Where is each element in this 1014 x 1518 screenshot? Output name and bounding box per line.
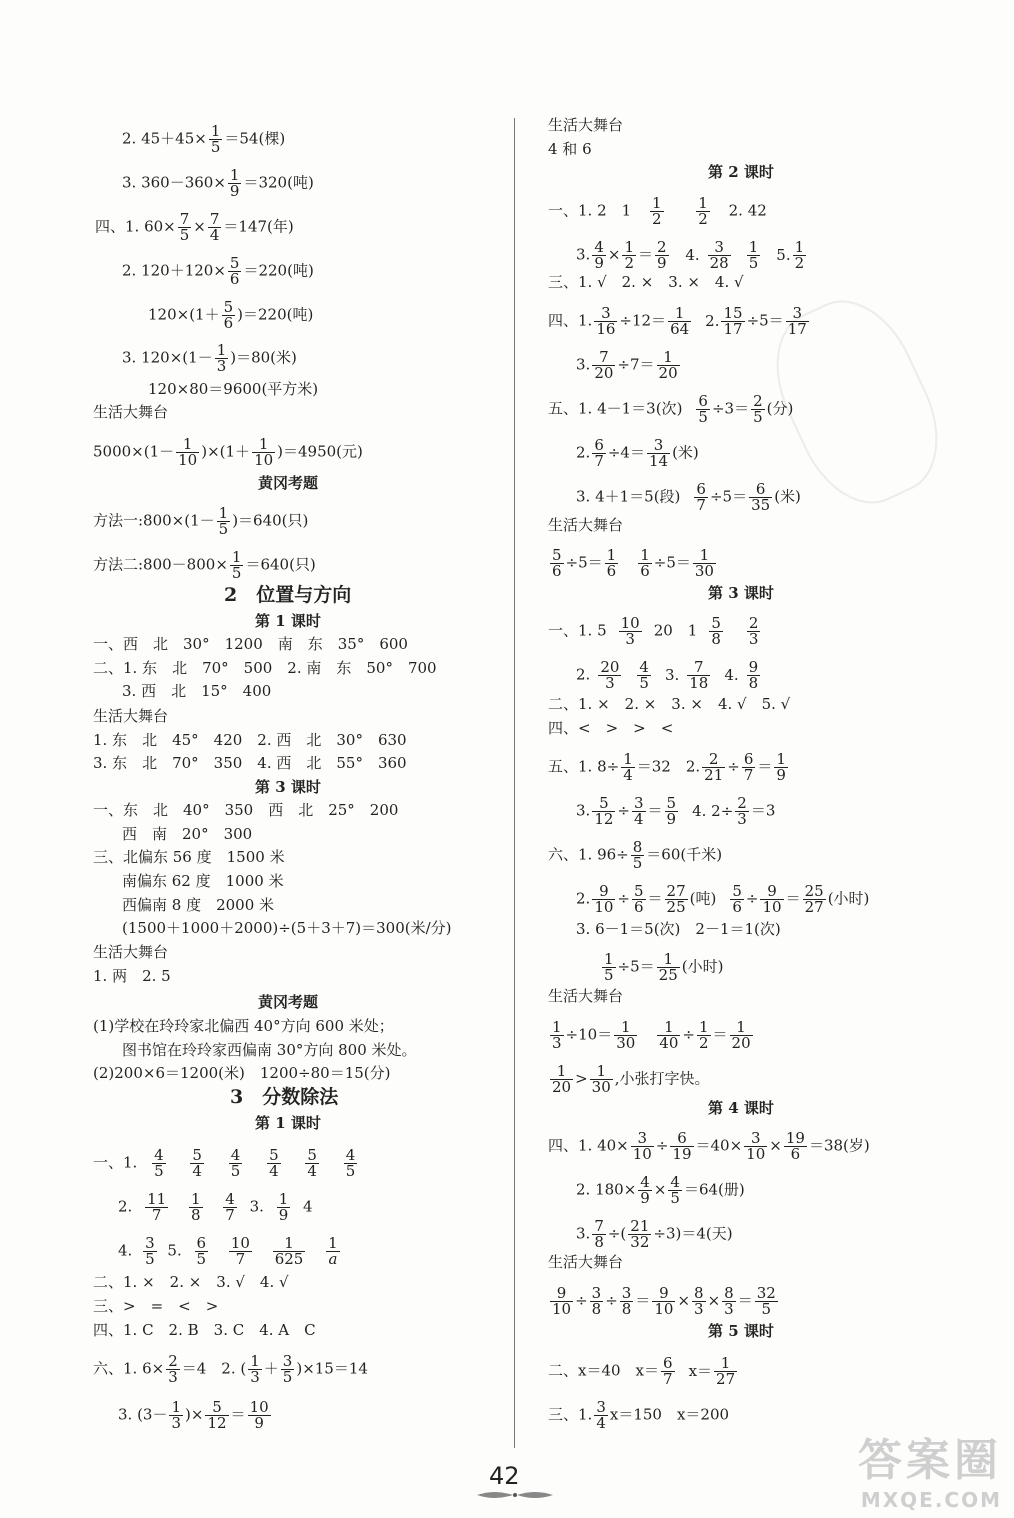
answer-line: 方法二:800－800× $\frac{1}{5}$ ＝640(只): [93, 548, 316, 582]
watermark: [858, 1424, 1002, 1512]
section-heading: 黄冈考题: [258, 993, 319, 1011]
answer-line: 三、1. √ 2. × 3. × 4. √: [548, 273, 744, 291]
answer-line: 3. $\frac{4}{9}$ × $\frac{1}{2}$ ＝ $\frac{2}{9}$ 4. $\frac{3}{28}$ $\frac{1}{5}$ 5. $\frac{1}{2}$: [576, 238, 805, 272]
answer-line: 2. 120＋120× $\frac{5}{6}$ ＝220(吨): [122, 254, 314, 288]
lesson-heading: 第 3 课时: [255, 778, 321, 796]
section-label: 生活大舞台: [548, 987, 624, 1005]
answer-line: $\frac{9}{10}$ ÷ $\frac{3}{8}$ ÷ $\frac{3}{8}$ ＝ $\frac{9}{10}$ × $\frac{8}{3}$ × $\frac{8}{3}$ ＝ $\frac{32}{5}$: [552, 1284, 776, 1318]
section-heading: 黄冈考题: [258, 474, 319, 492]
answer-line: 二、1. × 2. × 3. × 4. √ 5. √: [548, 695, 791, 713]
answer-line: 五、1. 4－1＝3(次) $\frac{6}{5}$ ÷3＝ $\frac{2}{5}$ (分): [548, 392, 794, 426]
answer-line: 3. (3－ $\frac{1}{3}$ )× $\frac{5}{12}$ ＝ $\frac{10}{9}$: [118, 1398, 269, 1432]
answer-line: 3. 4＋1＝5(段) $\frac{6}{7}$ ÷5＝ $\frac{6}{35}$ (米): [576, 480, 801, 514]
section-label: 生活大舞台: [548, 1253, 624, 1271]
answer-line: 六、1. 6× $\frac{2}{3}$ ＝4 2. ( $\frac{1}{3}$ ＋ $\frac{3}{5}$ )×15＝14: [93, 1352, 368, 1386]
lesson-heading: 第 1 课时: [255, 612, 321, 630]
answer-line: 一、1. 5 $\frac{10}{3}$ 20 1 $\frac{5}{8}$ $\frac{2}{3}$: [548, 614, 759, 648]
answer-line: 2. 45＋45× $\frac{1}{5}$ ＝54(棵): [122, 122, 286, 156]
answer-line: 图书馆在玲玲家西偏南 30°方向 800 米处。: [122, 1041, 417, 1059]
answer-line: 1. 东 北 45° 420 2. 西 北 30° 630: [93, 731, 407, 749]
answer-line: 二、x＝40 x＝ $\frac{6}{7}$ x＝ $\frac{1}{27}$: [548, 1354, 736, 1388]
answer-line: 3. 西 北 15° 400: [122, 682, 272, 700]
answer-line: 四、< > > <: [548, 719, 674, 737]
lesson-heading: 第 2 课时: [708, 163, 774, 181]
answer-line: 3. 360－360× $\frac{1}{9}$ ＝320(吨): [122, 166, 314, 200]
watermark-logo: 答案圈: [858, 1435, 1002, 1486]
page-number: 42: [489, 1462, 520, 1490]
answer-line: (1)学校在玲玲家北偏西 40°方向 600 米处；: [93, 1017, 394, 1035]
answer-line: 三、北偏东 56 度 1500 米: [93, 848, 285, 866]
answer-line: 一、西 北 30° 1200 南 东 35° 600: [93, 635, 408, 653]
answer-line: $\frac{1}{5}$ ÷5＝ $\frac{1}{25}$ (小时): [604, 950, 724, 984]
chapter-heading: 3 分数除法: [230, 1086, 339, 1108]
answer-line: $\frac{5}{6}$ ÷5＝ $\frac{1}{6}$ $\frac{1}{6}$ ÷5＝ $\frac{1}{30}$: [552, 546, 714, 580]
column-divider: [514, 118, 515, 1448]
answer-line: 方法一:800×(1－ $\frac{1}{5}$ )＝640(只): [93, 504, 309, 538]
answer-line: 六、1. 96÷ $\frac{8}{5}$ ＝60(千米): [548, 838, 723, 872]
answer-line: 5000×(1－ $\frac{1}{10}$ )×(1＋ $\frac{1}{10}$ )＝4950(元): [93, 435, 363, 469]
answer-line: 五、1. 8÷ $\frac{1}{4}$ ＝32 2. $\frac{2}{21}$ ÷ $\frac{6}{7}$ ＝ $\frac{1}{9}$: [548, 750, 786, 784]
answer-line: 二、1. × 2. × 3. √ 4. √: [93, 1273, 289, 1291]
answer-line: 2. 180× $\frac{4}{9}$ × $\frac{4}{5}$ ＝64(册): [576, 1173, 745, 1207]
answer-line: (1500＋1000＋2000)÷(5＋3＋7)＝300(米/分): [122, 919, 452, 937]
section-label: 生活大舞台: [548, 516, 624, 534]
section-label: 生活大舞台: [93, 707, 169, 725]
page-ornament-icon: [475, 1489, 555, 1501]
answer-line: 三、> = < >: [93, 1297, 219, 1315]
lesson-heading: 第 3 课时: [708, 584, 774, 602]
answer-line: $\frac{1}{20}$ > $\frac{1}{30}$ ,小张打字快。: [552, 1062, 710, 1096]
answer-line: 3. $\frac{7}{8}$ ÷( $\frac{21}{32}$ ÷3)＝4(天): [576, 1217, 733, 1251]
answer-line: 南偏东 62 度 1000 米: [122, 872, 284, 890]
section-label: 生活大舞台: [93, 403, 169, 421]
answer-line: 1. 两 2. 5: [93, 967, 171, 985]
answer-line: 三、1. $\frac{3}{4}$ x＝150 x＝200: [548, 1398, 730, 1432]
section-label: 生活大舞台: [548, 116, 624, 134]
answer-line: 西偏南 8 度 2000 米: [122, 896, 275, 914]
answer-line: 120×80＝9600(平方米): [148, 380, 319, 398]
answer-line: 4 和 6: [548, 140, 592, 158]
answer-line: 4. $\frac{3}{5}$ 5. $\frac{6}{5}$ $\frac{10}{7}$ $\frac{1}{625}$ $\frac{1}{a}$: [118, 1234, 338, 1268]
answer-line: 3. $\frac{7}{20}$ ÷7＝ $\frac{1}{20}$: [576, 348, 678, 382]
answer-line: 四、1. C 2. B 3. C 4. A C: [93, 1321, 316, 1339]
answer-line: 四、1. 40× $\frac{3}{10}$ ÷ $\frac{6}{19}$ ＝40× $\frac{3}{10}$ × $\frac{19}{6}$ ＝38(岁): [548, 1129, 870, 1163]
watermark-domain: MXQE.COM: [860, 1488, 1002, 1512]
answer-line: 3. 6－1＝5(次) 2－1＝1(次): [576, 920, 781, 938]
answer-line: 四、1. 60× $\frac{7}{5}$ × $\frac{7}{4}$ ＝147(年): [95, 210, 294, 244]
lesson-heading: 第 1 课时: [255, 1114, 321, 1132]
answer-line: 120×(1＋ $\frac{5}{6}$ )＝220(吨): [148, 298, 314, 332]
answer-line: (2)200×6＝1200(米) 1200÷80＝15(分): [93, 1064, 391, 1082]
lesson-heading: 第 4 课时: [708, 1099, 774, 1117]
answer-line: 一、1. 2 1 $\frac{1}{2}$ $\frac{1}{2}$ 2. 42: [548, 194, 767, 228]
answer-line: 2. $\frac{6}{7}$ ÷4＝ $\frac{3}{14}$ (米): [576, 436, 699, 470]
answer-line: 2. $\frac{20}{3}$ $\frac{4}{5}$ 3. $\frac{7}{18}$ 4. $\frac{9}{8}$: [576, 658, 759, 692]
answer-line: 二、1. 东 北 70° 500 2. 南 东 50° 700: [93, 659, 437, 677]
answer-line: 2. $\frac{11}{7}$ $\frac{1}{8}$ $\frac{4}{7}$ 3. $\frac{1}{9}$ 4: [118, 1190, 313, 1224]
answer-line: 一、东 北 40° 350 西 北 25° 200: [93, 801, 399, 819]
chapter-heading: 2 位置与方向: [224, 584, 352, 606]
answer-line: 西 南 20° 300: [122, 825, 253, 843]
answer-line: 一、1. $\frac{4}{5}$ $\frac{5}{4}$ $\frac{4}{5}$ $\frac{5}{4}$ $\frac{5}{4}$ $\frac{4}{5}$: [93, 1146, 356, 1180]
lesson-heading: 第 5 课时: [708, 1322, 774, 1340]
answer-line: $\frac{1}{3}$ ÷10＝ $\frac{1}{30}$ $\frac{1}{40}$ ÷ $\frac{1}{2}$ ＝ $\frac{1}{20}$: [552, 1018, 751, 1052]
answer-line: 3. $\frac{5}{12}$ ÷ $\frac{3}{4}$ ＝ $\frac{5}{9}$ 4. 2÷ $\frac{2}{3}$ ＝3: [576, 794, 776, 828]
answer-line: 3. 120×(1－ $\frac{1}{3}$ )＝80(米): [122, 341, 297, 375]
section-label: 生活大舞台: [93, 943, 169, 961]
answer-line: 四、1. $\frac{3}{16}$ ÷12＝ $\frac{1}{64}$ 2. $\frac{15}{17}$ ÷5＝ $\frac{3}{17}$: [548, 304, 807, 338]
answer-line: 3. 东 北 70° 350 4. 西 北 55° 360: [93, 754, 407, 772]
answer-line: 2. $\frac{9}{10}$ ÷ $\frac{5}{6}$ ＝ $\frac{27}{25}$ (吨) $\frac{5}{6}$ ÷ $\frac{9}{10}$ ＝ $\frac{25}{27}$ (小时): [576, 882, 870, 916]
